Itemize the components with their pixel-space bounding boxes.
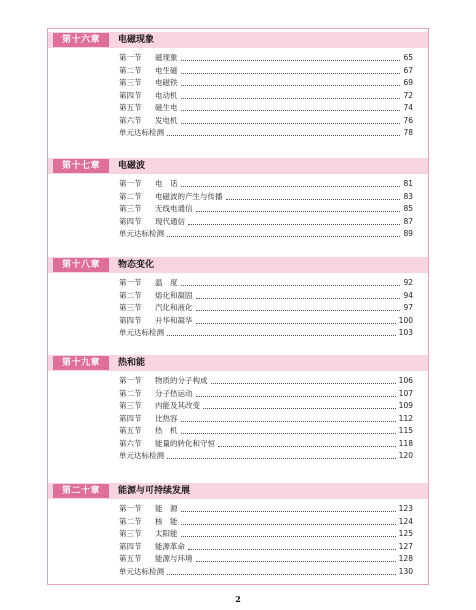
section-title: 无线电通信 [155, 204, 193, 213]
section-title: 能源与环境 [155, 554, 193, 563]
section-title: 热 机 [155, 426, 178, 435]
section-title: 能 源 [155, 504, 178, 513]
section-number: 第四节 [119, 413, 142, 423]
section-number: 第一节 [119, 278, 142, 287]
page-ref: 81 [403, 179, 413, 188]
section-number: 第六节 [119, 438, 142, 448]
page-ref: 100 [398, 315, 413, 325]
toc-entry[interactable] [119, 100, 413, 113]
toc-entry[interactable] [119, 176, 413, 189]
page-ref: 97 [403, 303, 413, 312]
section-number: 第五节 [119, 103, 142, 112]
chapter-header-band [48, 355, 428, 371]
chapter-label: 第十八章 [53, 258, 109, 272]
section-number: 第一节 [119, 179, 142, 188]
dot-leader [167, 135, 400, 136]
chapter-label: 第二十章 [53, 484, 109, 498]
section-number: 第一节 [119, 504, 142, 513]
page-ref: 76 [403, 115, 413, 125]
toc-entry[interactable] [119, 63, 413, 76]
chapter-title: 电磁波 [118, 161, 146, 171]
page-ref: 87 [403, 216, 413, 226]
toc-entry[interactable] [119, 564, 413, 577]
toc-entry[interactable] [119, 539, 413, 552]
page-ref: 67 [403, 65, 413, 75]
section-title: 单元达标检测 [119, 229, 164, 238]
dot-leader [181, 123, 401, 124]
chapter-title: 能源与可持续发展 [118, 486, 191, 496]
dot-leader [188, 224, 400, 225]
section-number: 第二节 [119, 516, 142, 526]
dot-leader [188, 549, 396, 550]
page-ref: 118 [398, 438, 413, 448]
toc-entry[interactable] [119, 411, 413, 424]
dot-leader [196, 310, 401, 311]
section-title: 磁生电 [155, 103, 178, 112]
page-ref: 65 [403, 53, 413, 62]
section-number: 第三节 [119, 204, 142, 213]
toc-entry[interactable] [119, 514, 413, 527]
page-ref: 103 [398, 328, 413, 337]
dot-leader [226, 199, 401, 200]
toc-entry[interactable] [119, 113, 413, 126]
toc-entry[interactable] [119, 226, 413, 239]
section-title: 升华和凝华 [155, 315, 193, 325]
page-ref: 78 [403, 128, 413, 137]
page-ref: 106 [398, 376, 413, 385]
dot-leader [181, 60, 401, 61]
section-title: 电磁铁 [155, 78, 178, 87]
page-number: 2 [235, 594, 241, 604]
section-number: 第一节 [119, 53, 142, 62]
section-number: 第二节 [119, 388, 142, 398]
dot-leader [181, 186, 401, 187]
dot-leader [181, 536, 396, 537]
toc-entry[interactable] [119, 398, 413, 411]
section-title: 能量的转化和守恒 [155, 438, 215, 448]
dot-leader [196, 298, 401, 299]
page-ref: 74 [403, 103, 413, 112]
dot-leader [181, 98, 401, 99]
chapter-label: 第十九章 [53, 356, 109, 370]
section-title: 熔化和凝固 [155, 290, 193, 300]
chapter-header-band [48, 483, 428, 499]
section-title: 比热容 [155, 413, 178, 423]
dot-leader [181, 73, 401, 74]
toc-entry[interactable] [119, 436, 413, 449]
chapter-header-band [48, 158, 428, 174]
section-title: 汽化和液化 [155, 303, 193, 312]
toc-entry[interactable] [119, 214, 413, 227]
section-number: 第五节 [119, 426, 142, 435]
toc-entry[interactable] [119, 189, 413, 202]
page-ref: 107 [398, 388, 413, 398]
page-ref: 123 [398, 504, 413, 513]
toc-entry[interactable] [119, 448, 413, 461]
section-title: 发电机 [155, 115, 178, 125]
dot-leader [196, 396, 396, 397]
section-title: 电生磁 [155, 65, 178, 75]
page-ref: 125 [398, 529, 413, 538]
section-title: 单元达标检测 [119, 128, 164, 137]
section-number: 第三节 [119, 78, 142, 87]
page-ref: 85 [403, 204, 413, 213]
chapter-title: 热和能 [118, 358, 146, 368]
toc-entry[interactable] [119, 288, 413, 301]
dot-leader [196, 561, 396, 562]
dot-leader [181, 511, 396, 512]
dot-leader [196, 211, 401, 212]
section-title: 电动机 [155, 90, 178, 100]
section-title: 单元达标检测 [119, 328, 164, 337]
page-ref: 89 [403, 229, 413, 238]
toc-entry[interactable] [119, 313, 413, 326]
dot-leader [167, 236, 400, 237]
page-ref: 120 [398, 451, 413, 460]
section-number: 第二节 [119, 290, 142, 300]
page-ref: 115 [398, 426, 413, 435]
section-title: 内能及其改变 [155, 401, 200, 410]
page-ref: 83 [403, 191, 413, 201]
page-ref: 109 [398, 401, 413, 410]
dot-leader [167, 335, 396, 336]
toc-entry[interactable] [119, 50, 413, 63]
page-ref: 124 [398, 516, 413, 526]
section-title: 单元达标检测 [119, 451, 164, 460]
section-title: 分子热运动 [155, 388, 193, 398]
section-title: 能源革命 [155, 541, 185, 551]
toc-entry[interactable] [119, 275, 413, 288]
toc-entry[interactable] [119, 423, 413, 436]
section-title: 太阳能 [155, 529, 178, 538]
chapter-label: 第十六章 [53, 33, 109, 47]
toc-entry[interactable] [119, 125, 413, 138]
dot-leader [196, 323, 396, 324]
dot-leader [181, 524, 396, 525]
section-number: 第一节 [119, 376, 142, 385]
section-number: 第四节 [119, 216, 142, 226]
dot-leader [181, 85, 401, 86]
chapter-label: 第十七章 [53, 159, 109, 173]
section-title: 单元达标检测 [119, 566, 164, 576]
section-title: 核 能 [155, 516, 178, 526]
dot-leader [181, 285, 401, 286]
section-number: 第三节 [119, 401, 142, 410]
chapter-header-band [48, 257, 428, 273]
dot-leader [203, 408, 396, 409]
page-ref: 130 [398, 566, 413, 576]
toc-entry[interactable] [119, 501, 413, 514]
page-ref: 94 [403, 290, 413, 300]
section-title: 磁现象 [155, 53, 178, 62]
dot-leader [181, 433, 396, 434]
toc-entry[interactable] [119, 373, 413, 386]
section-title: 电 话 [155, 179, 178, 188]
toc-entry[interactable] [119, 551, 413, 564]
toc-entry[interactable] [119, 201, 413, 214]
section-title: 物质的分子构成 [155, 376, 208, 385]
section-number: 第二节 [119, 191, 142, 201]
toc-entry[interactable] [119, 386, 413, 399]
dot-leader [167, 574, 396, 575]
dot-leader [211, 383, 396, 384]
section-number: 第四节 [119, 315, 142, 325]
section-title: 现代通信 [155, 216, 185, 226]
section-number: 第六节 [119, 115, 142, 125]
dot-leader [181, 110, 401, 111]
section-number: 第四节 [119, 541, 142, 551]
section-title: 电磁波的产生与传播 [155, 191, 223, 201]
chapter-header-band [48, 32, 428, 48]
section-title: 温 度 [155, 278, 178, 287]
toc-entry[interactable] [119, 75, 413, 88]
section-number: 第四节 [119, 90, 142, 100]
section-number: 第三节 [119, 303, 142, 312]
toc-entry[interactable] [119, 88, 413, 101]
dot-leader [181, 421, 396, 422]
page-ref: 112 [398, 413, 413, 423]
dot-leader [218, 446, 396, 447]
toc-entry[interactable] [119, 300, 413, 313]
dot-leader [167, 458, 396, 459]
toc-entry[interactable] [119, 325, 413, 338]
section-number: 第三节 [119, 529, 142, 538]
chapter-title: 电磁现象 [118, 35, 155, 45]
toc-entry[interactable] [119, 526, 413, 539]
page-ref: 72 [403, 90, 413, 100]
page-ref: 92 [403, 278, 413, 287]
page-ref: 128 [398, 554, 413, 563]
page-ref: 127 [398, 541, 413, 551]
section-number: 第五节 [119, 554, 142, 563]
chapter-title: 物态变化 [118, 260, 155, 270]
page-ref: 69 [403, 78, 413, 87]
section-number: 第二节 [119, 65, 142, 75]
